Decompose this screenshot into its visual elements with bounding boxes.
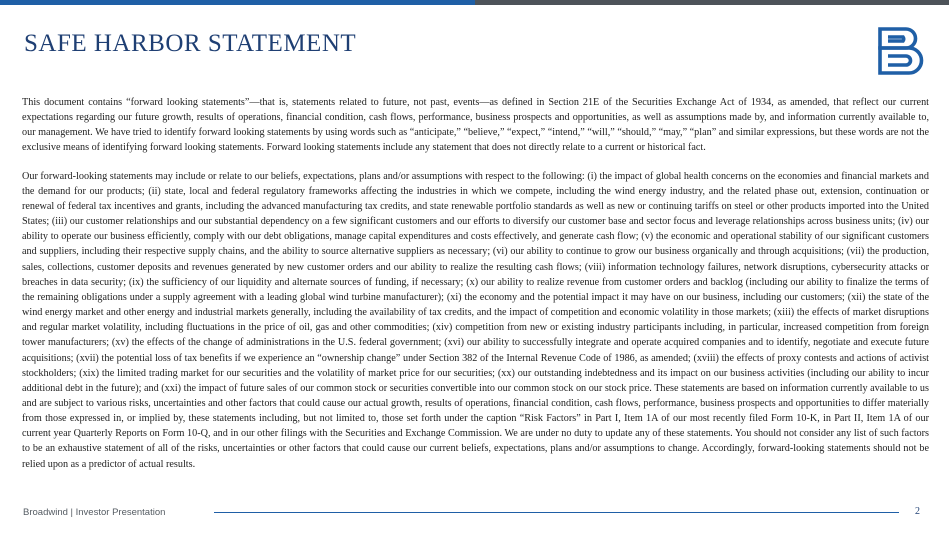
paragraph-risk-factors: Our forward-looking statements may include or relate to our beliefs, expectations, plans and/or assumptions with respect to the following: (i) the impact of global health concerns on the economies and financial markets and the demand for our products; (ii) state, local and federal regulatory frameworks affecting the industries in which we compete, including the wind energy industry, and the related phase out, extension, continuation or renewal of federal tax incentives and grants, including the advanced manufacturing tax credits, and state renewable portfolio standards as well as new or continuing tariffs on steel or other products imported into the United States; (iii) our customer relationships and our substantial dependency on a few significant customers and our efforts to diversify our customer base and sector focus and leverage relationships across business units; (iv) our ability to operate our business efficiently, comply with our debt obligations, manage capital expenditures and costs effectively, and generate cash flow; (v) the economic and operational stability of our significant customers and suppliers, including their respective supply chains, and the ability to source alternative suppliers as necessary; (vi) our ability to continue to grow our business organically and through acquisitions; (vii) the production, sales, collections, customer deposits and revenues generated by new customer orders and our ability to realize the resulting cash flows; (viii) information technology failures, network disruptions, cybersecurity attacks or breaches in data security; (ix) the sufficiency of our liquidity and alternate sources of funding, if necessary; (x) our ability to realize revenue from customer orders and backlog (including our ability to finalize the terms of the remaining obligations under a supply agreement with a leading global wind turbine manufacturer); (xi) the economy and the potential impact it may have on our business, including our customers; (xii) the state of the wind energy market and other energy and industrial markets generally, including the availability of tax credits, and the impact of competition and economic volatility in those markets; (xiii) the effects of market disruptions and regular market volatility, including fluctuations in the price of oil, gas and other commodities; (xiv) competition from new or existing industry participants including, in particular, increased competition from foreign tower manufacturers; (xv) the effects of the change of administrations in the U.S. federal government; (xvi) our ability to successfully integrate and operate acquired companies and to identify, negotiate and execute future acquisitions; (xvii) the potential loss of tax benefits if we experience an “ownership change” under Section 382 of the Internal Revenue Code of 1986, as amended; (xviii) the effects of proxy contests and actions of activist stockholders; (xix) the limited trading market for our securities and the volatility of market price for our securities; (xx) our outstanding indebtedness and its impact on our business activities (including our ability to incur additional debt in the future); and (xxi) the impact of future sales of our common stock or securities convertible into our common stock on our stock price. These statements are based on information currently available to us and are subject to various risks, uncertainties and other factors that could cause our actual growth, results of operations, financial condition, cash flows, performance, business prospects and opportunities to differ materially from those expressed in, or implied by, these statements including, but not limited to, those set forth under the caption “Risk Factors” in Part I, Item 1A of our most recently filed Form 10-K, in Part II, Item 1A of our current year Quarterly Reports on Form 10-Q, and in our other filings with the Securities and Exchange Commission. We are under no duty to update any of these statements. You should not consider any list of such factors to be an exhaustive statement of all of the risks, uncertainties or other factors that could cause our current beliefs, expectations, plans and/or assumptions to change. Accordingly, forward-looking statements should not be relied upon as a predictor of actual results.: [22, 170, 929, 470]
paragraph-forward-looking-definition: This document contains “forward looking statements”—that is, statements related to future, not past, events—as defined in Section 21E of the Securities Exchange Act of 1934, as amended, that reflect our current expectations regarding our future growth, results of operations, financial condition, cash flows, performance, business prospects and opportunities, as well as assumptions made by, and information currently available to, our management. We have tried to identify forward looking statements by using words such as “anticipate,” “believe,” “expect,” “intend,” “will,” “should,” “may,” “plan” and similar expressions, but these words are not the exclusive means of identifying forward looking statements. Forward looking statements include any statement that does not directly relate to a current or historical fact.: [22, 97, 929, 154]
safe-harbor-body: [22, 95, 929, 485]
top-accent-bar-blue: [0, 0, 475, 5]
top-accent-bar: [0, 0, 949, 5]
page-number: 2: [915, 506, 920, 517]
footer-divider-line: [214, 512, 899, 513]
broadwind-b-logo-icon: [877, 26, 925, 76]
slide-title: SAFE HARBOR STATEMENT: [24, 30, 357, 57]
footer-presentation-label: Broadwind | Investor Presentation: [23, 507, 166, 518]
top-accent-bar-gray: [475, 0, 949, 5]
